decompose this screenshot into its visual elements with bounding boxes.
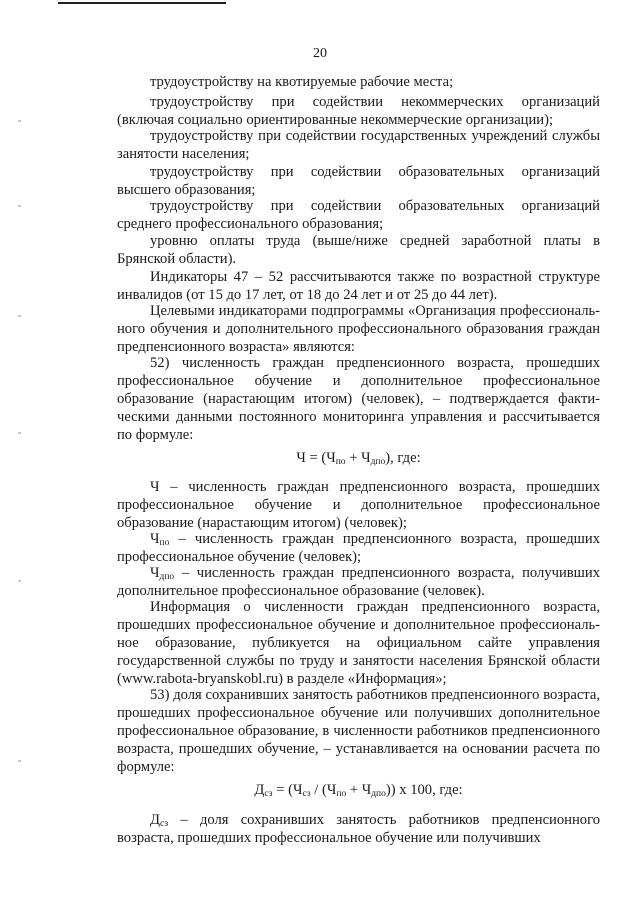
paragraph-secondary-education: трудоустройству при содействии образовательных организаций среднего профессионального образования;	[117, 198, 600, 232]
formula-2: $Д_{сз} = (Ч_{сз} / (Ч_{по} + Ч_{дпо}))$ х 100, где:	[254, 782, 463, 799]
paragraph-indicators: Индикаторы 47 – 52 рассчитываются также по возрастной структуре инвалидов (от 15 до 17 лет, от 18 до 24 лет и от 25 до 44 лет).	[117, 269, 600, 303]
paragraph-item-52: 52) численность граждан предпенсионного возраста, прошедших профессиональное обучение и дополнительное профессиональное образование (нарастающим итогом) (человек), – подтверждается факти-ческими данными постоянного мониторинга управления и рассчитывается по формуле:	[117, 355, 600, 443]
margin-mark	[18, 315, 21, 317]
definition-ch-po: $Ч_{по}$ – численность граждан предпенсионного возраста, прошедших профессиональное обучение (человек);	[117, 531, 600, 565]
paragraph-salary-level: уровню оплаты труда (выше/ниже средней заработной платы в Брянской области).	[117, 233, 600, 267]
margin-mark	[18, 580, 21, 582]
paragraph-item-53: 53) доля сохранивших занятость работников предпенсионного возраста, прошедших профессиональное обучение или получивших дополнительное профессиональное образование, в численности работников предпенсионного возраста, прошедших обучение, – устанавливается на основании расчета по формуле:	[117, 687, 600, 775]
paragraph-target-indicators: Целевыми индикаторами подпрограммы «Организация профессиональ-ного обучения и дополнительного профессионального образования граждан предпенсионного возраста» являются:	[117, 303, 600, 355]
paragraph-info-publication: Информация о численности граждан предпенсионного возраста, прошедших профессиональное обучение и дополнительное профессиональ-ное образование, публикуется на официальном сайте управления государственной службы по труду и занятости населения Брянской области (www.rabota-bryanskobl.ru) в разделе «Информация»;	[117, 599, 600, 687]
margin-mark	[18, 120, 21, 122]
paragraph-quota: трудоустройству на квотируемые рабочие места;	[150, 74, 454, 90]
margin-mark	[18, 760, 21, 762]
formula-1: $Ч = (Ч_{по} + Ч_{дпо})$, где:	[296, 450, 421, 467]
margin-mark	[18, 205, 21, 207]
paragraph-state-institutions: трудоустройству при содействии государственных учреждений службы занятости населения;	[117, 128, 600, 162]
definition-ch-dpo: $Ч_{дпо}$ – численность граждан предпенсионного возраста, получивших дополнительное профессиональное образование (человек).	[117, 565, 600, 599]
top-rule	[58, 2, 226, 4]
paragraph-higher-education: трудоустройству при содействии образовательных организаций высшего образования;	[117, 164, 600, 198]
definition-ch: Ч – численность граждан предпенсионного возраста, прошедших профессиональное обучение и дополнительное профессиональное образование (нарастающим итогом) (человек);	[117, 479, 600, 531]
page-number: 20	[313, 46, 327, 61]
definition-d-sz: $Д_{сз}$ – доля сохранивших занятость работников предпенсионного возраста, прошедших профессиональное обучение или получивших	[117, 812, 600, 846]
margin-mark	[18, 432, 21, 434]
paragraph-nonprofit: трудоустройству при содействии некоммерческих организаций (включая социально ориентированные некоммерческие организации);	[117, 94, 600, 128]
